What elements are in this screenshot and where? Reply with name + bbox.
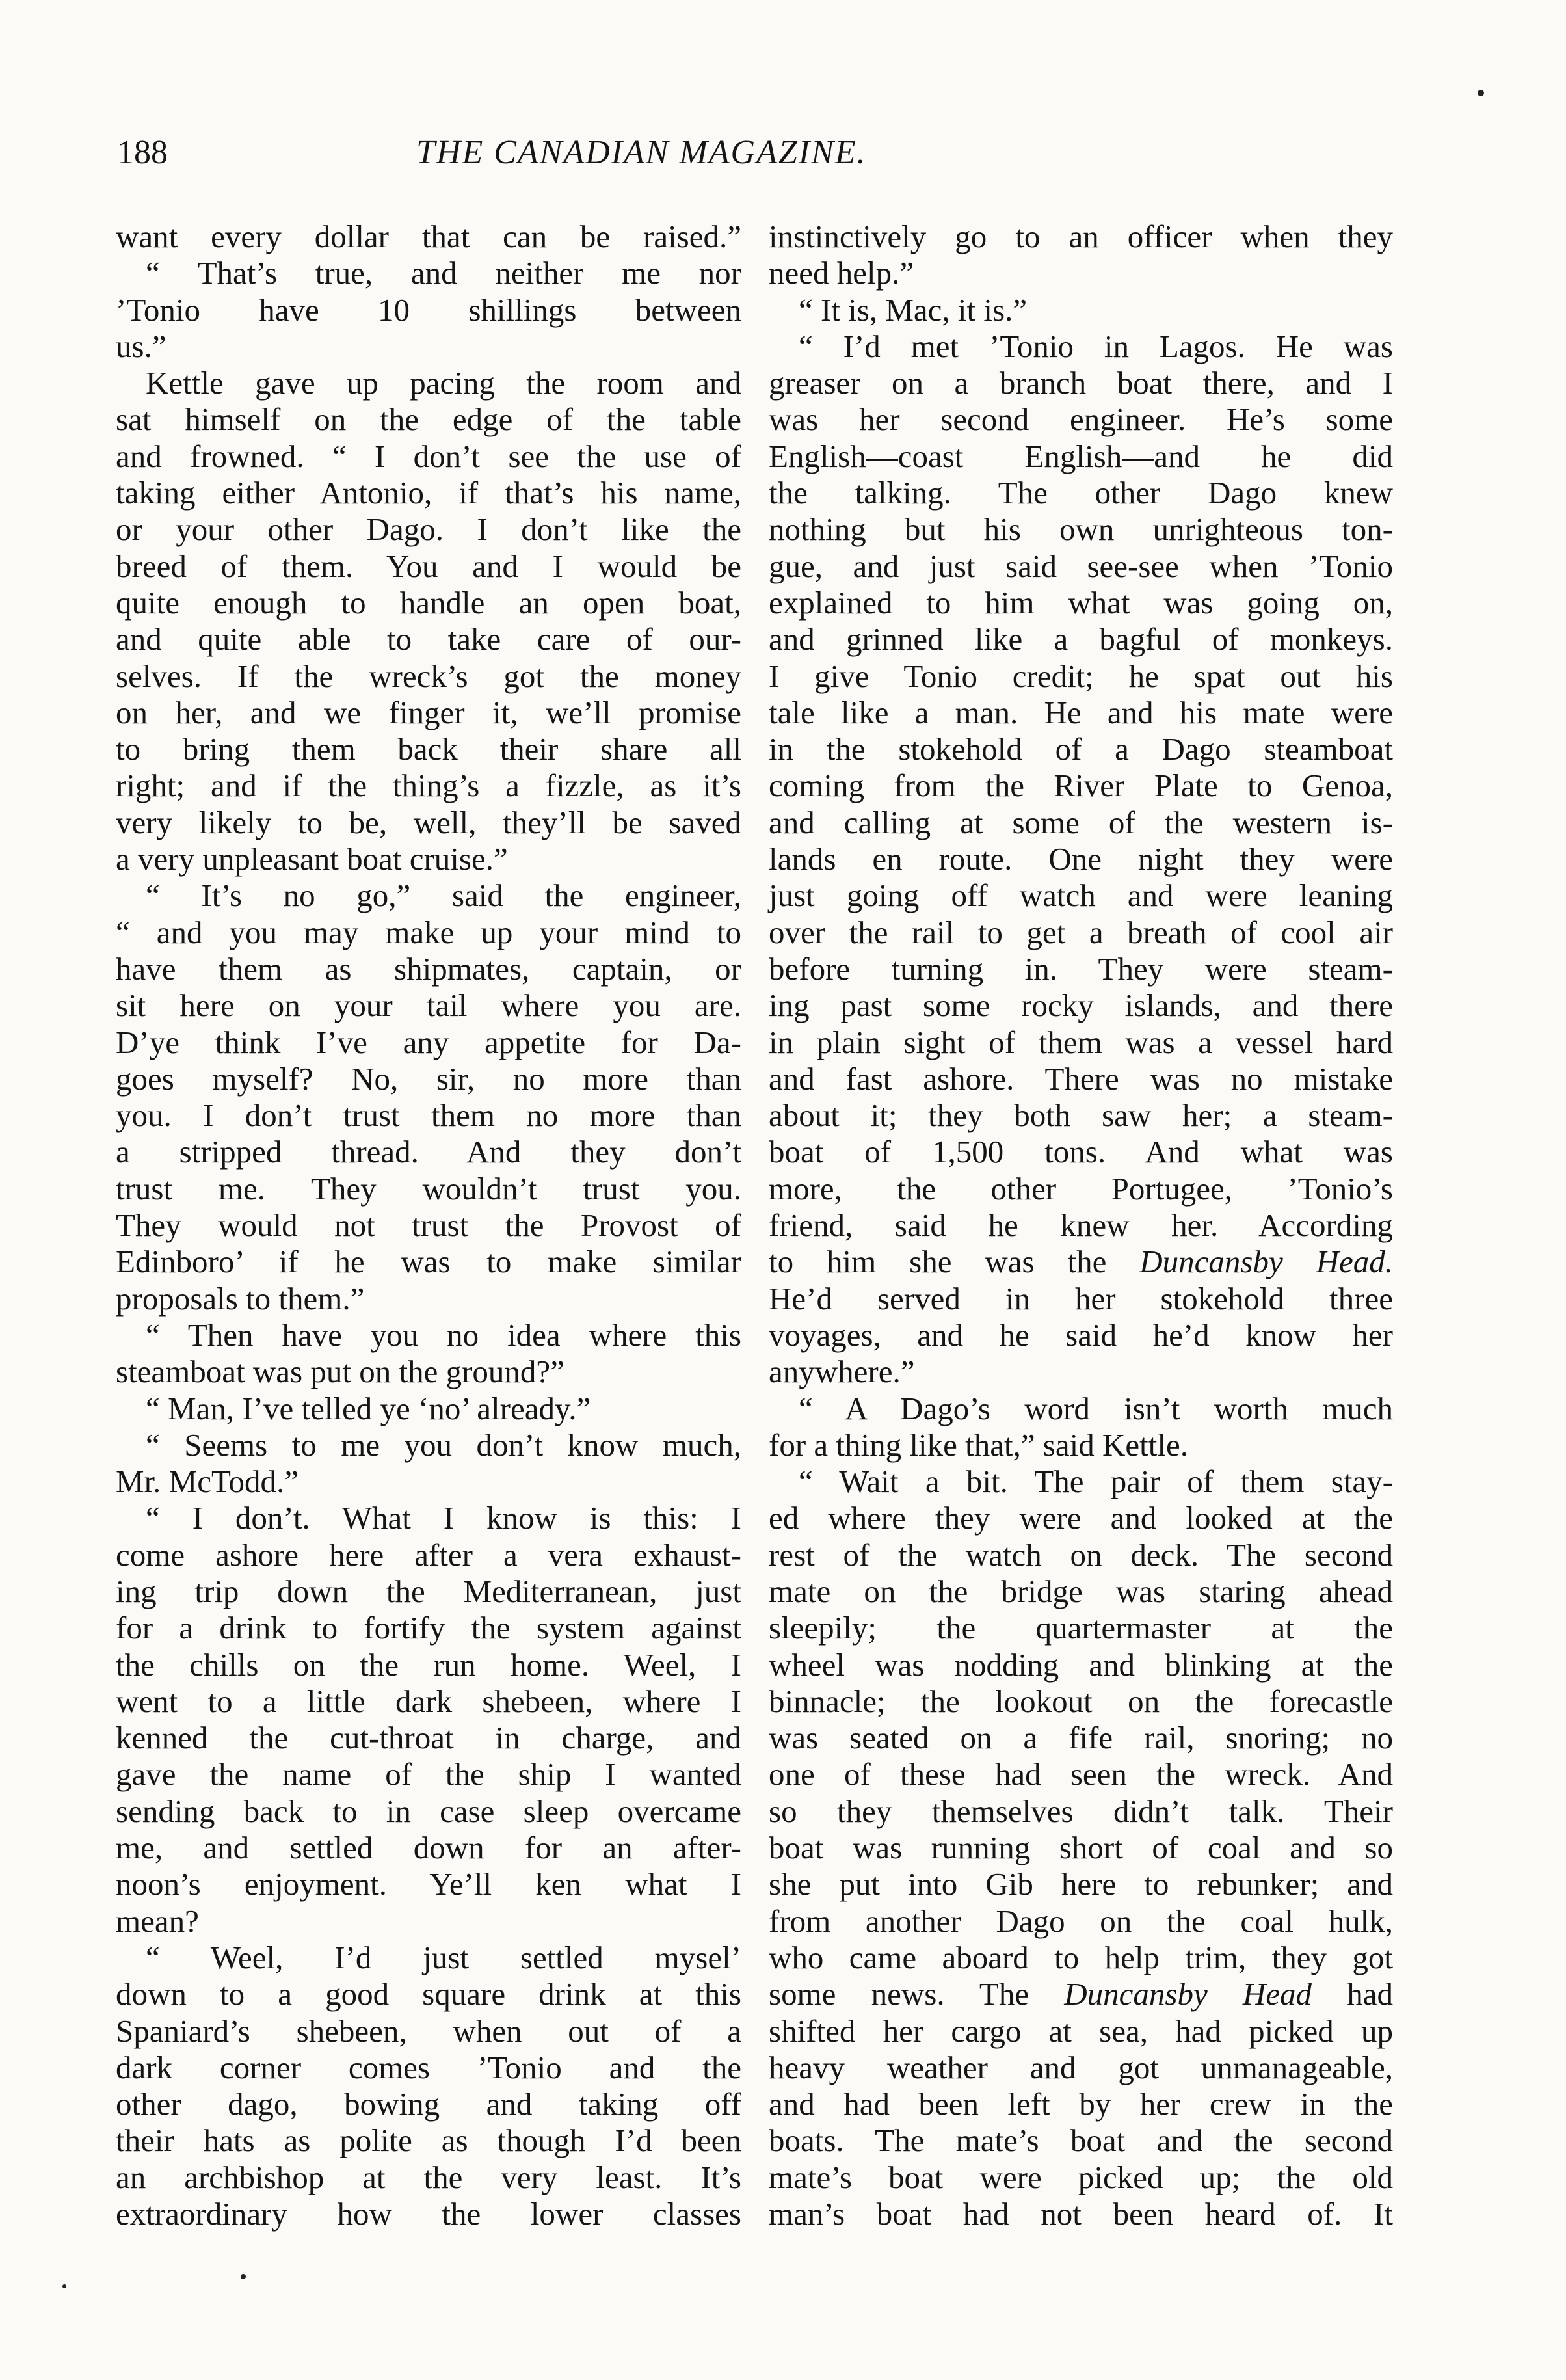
text-run: some news. The — [769, 1976, 1029, 2012]
ink-speck — [1478, 90, 1484, 96]
text-line: tale like a man. He and his mate were — [769, 694, 1393, 730]
right-column — [769, 219, 1393, 2232]
text-line: “ It is, Mac, it is.” — [799, 291, 1028, 328]
text-line: very likely to be, well, they’ll be saved — [116, 804, 741, 840]
text-line: I give Tonio credit; he spat out his — [769, 658, 1393, 694]
paragraph — [769, 1391, 1393, 1464]
running-title: THE CANADIAN MAGAZINE. — [416, 134, 867, 171]
paragraph — [116, 1940, 741, 2232]
text-line: want every dollar that can be raised.” — [116, 219, 741, 254]
text-line: “ That’s true, and neither me nor — [146, 255, 741, 291]
text-line: went to a little dark shebeen, where I — [116, 1683, 741, 1719]
paragraph — [116, 1427, 741, 1501]
text-line: me, and settled down for an after- — [116, 1830, 741, 1866]
text-line: sending back to in case sleep overcame — [116, 1793, 741, 1829]
text-line: boat was running short of coal and so — [769, 1830, 1393, 1866]
text-line: dark corner comes ’Tonio and the — [116, 2049, 741, 2085]
page-number: 188 — [117, 134, 168, 171]
text-line — [769, 1244, 1393, 1280]
text-line: selves. If the wreck’s got the money — [116, 658, 741, 694]
text-line: “ It’s no go,” said the engineer, — [146, 877, 741, 914]
text-line: “ Man, I’ve telled ye ‘no’ already.” — [146, 1390, 591, 1426]
text-line: you. I don’t trust them no more than — [116, 1097, 741, 1134]
text-line: just going off watch and were leaning — [769, 877, 1393, 914]
text-line: other dago, bowing and taking off — [116, 2086, 741, 2122]
ink-speck — [241, 2274, 246, 2279]
text-line: shifted her cargo at sea, had picked up — [769, 2012, 1393, 2049]
text-line: need help.” — [769, 255, 914, 291]
text-line: or your other Dago. I don’t like the — [116, 511, 741, 548]
paragraph — [769, 219, 1393, 292]
text-line: “ Then have you no idea where this — [146, 1317, 741, 1353]
text-line: a stripped thread. And they don’t — [116, 1134, 741, 1170]
text-line: breed of them. You and I would be — [116, 548, 741, 584]
text-line: the talking. The other Dago knew — [769, 475, 1393, 511]
text-line: rest of the watch on deck. The second — [769, 1536, 1393, 1573]
text-line: anywhere.” — [769, 1354, 915, 1390]
paragraph — [116, 1391, 741, 1427]
text-line: in plain sight of them was a vessel hard — [769, 1024, 1393, 1060]
text-line: wheel was nodding and blinking at the — [769, 1646, 1393, 1683]
text-line: “ Wait a bit. The pair of them stay- — [799, 1464, 1393, 1500]
text-line: one of these had seen the wreck. And — [769, 1756, 1393, 1793]
left-column — [116, 219, 741, 2232]
text-line: instinctively go to an officer when they — [769, 219, 1393, 254]
text-line: to bring them back their share all — [116, 731, 741, 768]
text-line: have them as shipmates, captain, or — [116, 950, 741, 987]
paragraph — [769, 1464, 1393, 2232]
text-line: man’s boat had not been heard of. It — [769, 2196, 1393, 2232]
text-line: “ Weel, I’d just settled mysel’ — [146, 1939, 741, 1975]
text-line: “ Seems to me you don’t know much, — [146, 1426, 741, 1463]
paragraph — [769, 292, 1393, 328]
text-line: gave the name of the ship I wanted — [116, 1756, 741, 1793]
text-line: ’Tonio have 10 shillings between — [116, 291, 741, 328]
text-line: down to a good square drink at this — [116, 1976, 741, 2012]
text-line — [769, 1976, 1393, 2012]
text-line: from another Dago on the coal hulk, — [769, 1903, 1393, 1939]
text-line: and frowned. “ I don’t see the use of — [116, 438, 741, 474]
paragraph — [116, 219, 741, 255]
text-line: “ I’d met ’Tonio in Lagos. He was — [799, 328, 1393, 364]
text-line: sit here on your tail where you are. — [116, 987, 741, 1024]
text-line: kenned the cut-throat in charge, and — [116, 1720, 741, 1756]
text-line: who came aboard to help trim, they got — [769, 1939, 1393, 1975]
text-line: friend, said he knew her. According — [769, 1207, 1393, 1244]
text-line: and quite able to take care of our- — [116, 621, 741, 658]
text-line: proposals to them.” — [116, 1280, 365, 1317]
text-line: coming from the River Plate to Genoa, — [769, 768, 1393, 804]
text-line: lands en route. One night they were — [769, 841, 1393, 877]
text-line: extraordinary how the lower classes — [116, 2196, 741, 2232]
text-line: gue, and just said see-see when ’Tonio — [769, 548, 1393, 584]
text-line: trust me. They wouldn’t trust you. — [116, 1170, 741, 1207]
text-line: on her, and we finger it, we’ll promise — [116, 694, 741, 730]
text-line: sleepily; the quartermaster at the — [769, 1610, 1393, 1646]
text-line: us.” — [116, 328, 166, 364]
text-line: was seated on a fife rail, snoring; no — [769, 1720, 1393, 1756]
text-line: the chills on the run home. Weel, I — [116, 1646, 741, 1683]
text-line: she put into Gib here to rebunker; and — [769, 1866, 1393, 1903]
text-line: mean? — [116, 1903, 199, 1939]
text-line: Edinboro’ if he was to make similar — [116, 1244, 741, 1280]
text-line: Spaniard’s shebeen, when out of a — [116, 2012, 741, 2049]
text-line: English—coast English—and he did — [769, 438, 1393, 474]
text-line: before turning in. They were steam- — [769, 950, 1393, 987]
text-line: “ I don’t. What I know is this: I — [146, 1500, 741, 1536]
text-line: noon’s enjoyment. Ye’ll ken what I — [116, 1866, 741, 1903]
text-line: nothing but his own unrighteous ton- — [769, 511, 1393, 548]
text-line: steamboat was put on the ground?” — [116, 1354, 564, 1390]
text-line: They would not trust the Provost of — [116, 1207, 741, 1244]
paragraph — [116, 365, 741, 877]
text-line: Mr. McTodd.” — [116, 1464, 299, 1500]
text-line: in the stokehold of a Dago steamboat — [769, 731, 1393, 768]
text-line: ing past some rocky islands, and there — [769, 987, 1393, 1024]
text-line: D’ye think I’ve any appetite for Da- — [116, 1024, 741, 1060]
text-line: He’d served in her stokehold three — [769, 1280, 1393, 1317]
text-line: binnacle; the lookout on the forecastle — [769, 1683, 1393, 1719]
text-line: voyages, and he said he’d know her — [769, 1317, 1393, 1353]
text-line: over the rail to get a breath of cool air — [769, 914, 1393, 950]
text-run: had — [1347, 1976, 1394, 2012]
text-line: Kettle gave up pacing the room and — [146, 365, 741, 401]
paragraph — [116, 1500, 741, 1940]
text-line: more, the other Portugee, ’Tonio’s — [769, 1170, 1393, 1207]
text-line: was her second engineer. He’s some — [769, 401, 1393, 438]
text-line: heavy weather and got unmanageable, — [769, 2049, 1393, 2085]
text-line: come ashore here after a vera exhaust- — [116, 1536, 741, 1573]
text-line: and grinned like a bagful of monkeys. — [769, 621, 1393, 658]
text-line: greaser on a branch boat there, and I — [769, 365, 1393, 401]
text-line: right; and if the thing’s a fizzle, as it’s — [116, 768, 741, 804]
text-line: “ A Dago’s word isn’t worth much — [799, 1390, 1393, 1426]
text-line: taking either Antonio, if that’s his name, — [116, 475, 741, 511]
paragraph — [116, 877, 741, 1317]
text-line: quite enough to handle an open boat, — [116, 584, 741, 621]
text-line: sat himself on the edge of the table — [116, 401, 741, 438]
text-line: ing trip down the Mediterranean, just — [116, 1573, 741, 1609]
text-line: boats. The mate’s boat and the second — [769, 2122, 1393, 2159]
text-line: boat of 1,500 tons. And what was — [769, 1134, 1393, 1170]
paragraph — [116, 255, 741, 365]
text-line: their hats as polite as though I’d been — [116, 2122, 741, 2159]
ink-speck — [62, 2284, 66, 2288]
text-line: an archbishop at the very least. It’s — [116, 2159, 741, 2195]
ship-name: Duncansby Head — [1064, 1976, 1312, 2012]
text-run: to him she was the — [769, 1244, 1107, 1280]
paragraph — [116, 1317, 741, 1391]
text-line: mate on the bridge was staring ahead — [769, 1573, 1393, 1609]
text-line: a very unpleasant boat cruise.” — [116, 841, 508, 877]
ship-name: Duncansby Head. — [1139, 1244, 1393, 1280]
text-line: for a thing like that,” said Kettle. — [769, 1426, 1188, 1463]
text-line: for a drink to fortify the system against — [116, 1610, 741, 1646]
text-line: so they themselves didn’t talk. Their — [769, 1793, 1393, 1829]
text-line: and fast ashore. There was no mistake — [769, 1060, 1393, 1097]
text-line: goes myself? No, sir, no more than — [116, 1060, 741, 1097]
text-line: and calling at some of the western is- — [769, 804, 1393, 840]
text-line: and had been left by her crew in the — [769, 2086, 1393, 2122]
text-line: mate’s boat were picked up; the old — [769, 2159, 1393, 2195]
text-line: explained to him what was going on, — [769, 584, 1393, 621]
text-line: ed where they were and looked at the — [769, 1500, 1393, 1536]
text-line: about it; they both saw her; a steam- — [769, 1097, 1393, 1134]
text-line: “ and you may make up your mind to — [116, 914, 741, 950]
paragraph — [769, 328, 1393, 1391]
